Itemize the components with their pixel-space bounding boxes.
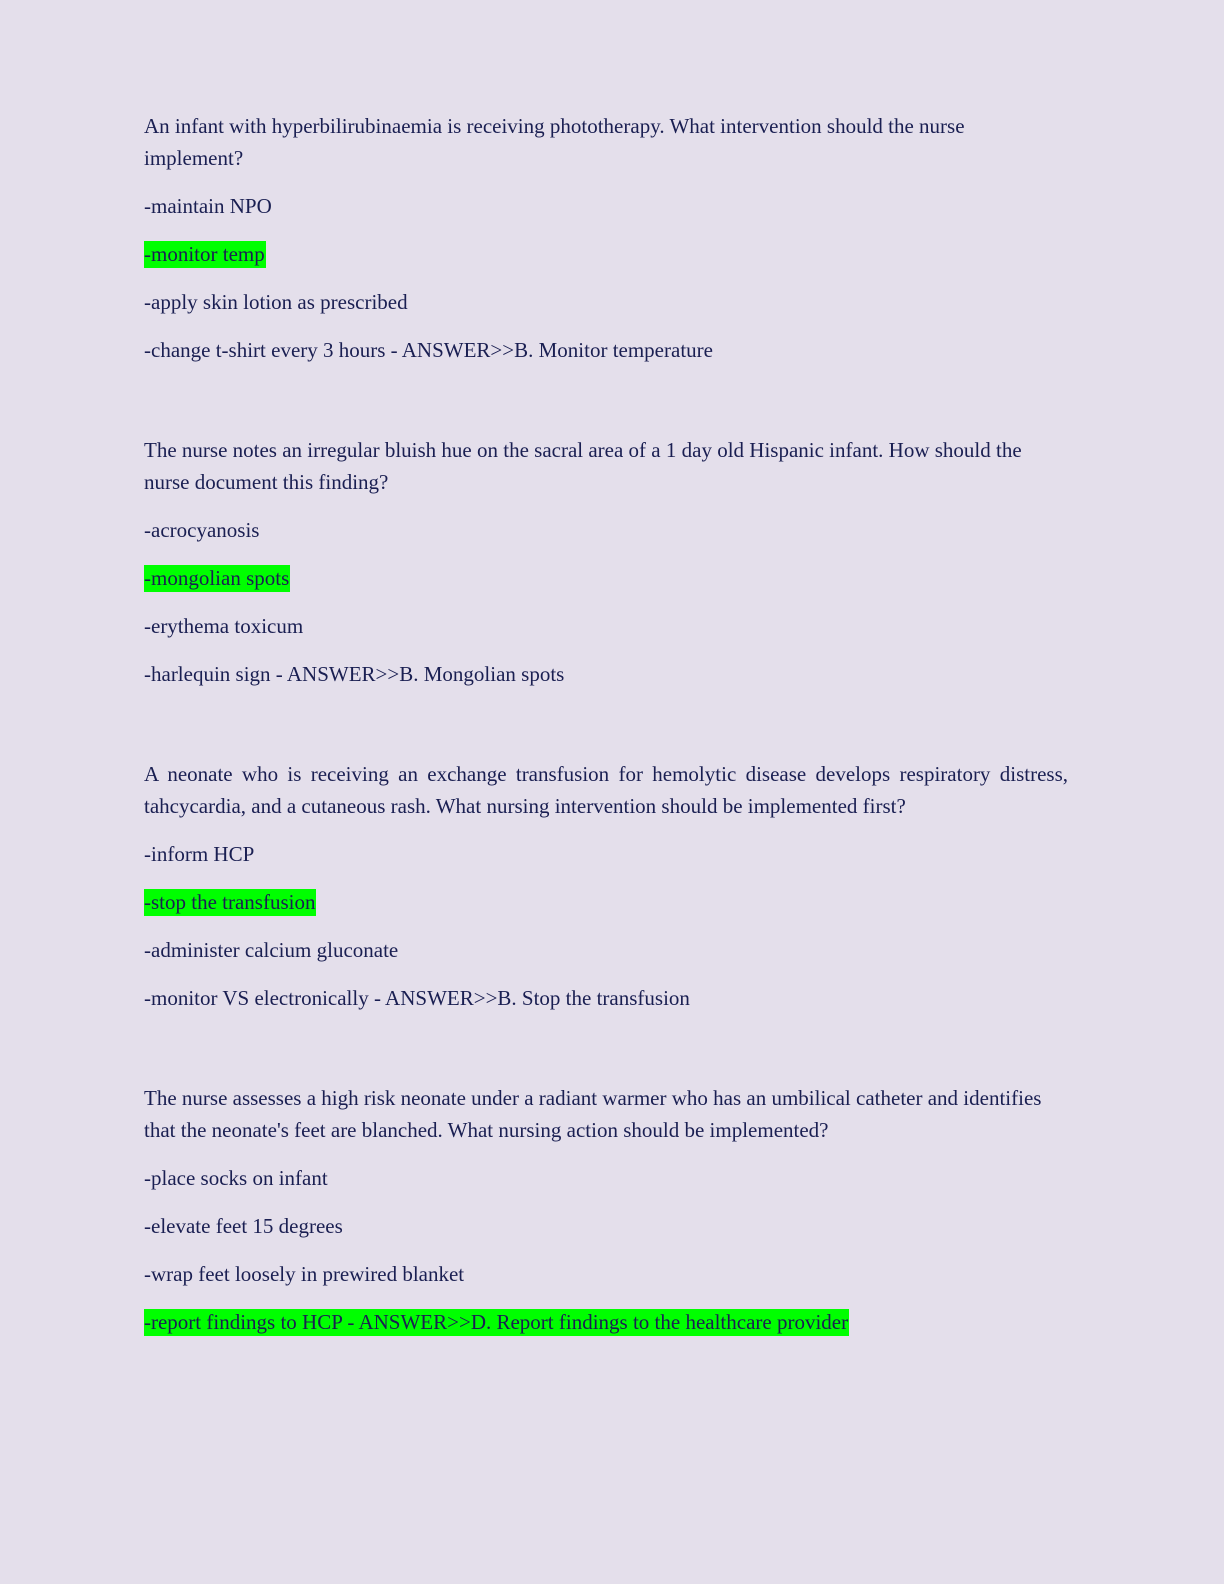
question-block-4 [144,1082,1068,1338]
option-text: -maintain NPO [144,194,272,218]
option-text: -inform HCP [144,842,255,866]
highlighted-option-text: -stop the transfusion [144,890,316,914]
option-text: -change t-shirt every 3 hours - ANSWER>>B. Monitor temperature [144,338,713,362]
answer-option-with-key [144,334,1068,366]
document-page [144,110,1068,1406]
option-text: -place socks on infant [144,1166,328,1190]
question-text: An infant with hyperbilirubinaemia is receiving phototherapy. What intervention should the nurse implement? [144,114,965,170]
question-block-3 [144,758,1068,1014]
option-text: -apply skin lotion as prescribed [144,290,408,314]
answer-option [144,1258,1068,1290]
question-block-2 [144,434,1068,690]
answer-option-highlighted [144,238,1068,270]
option-text: -monitor VS electronically - ANSWER>>B. Stop the transfusion [144,986,690,1010]
option-text: -elevate feet 15 degrees [144,1214,343,1238]
highlighted-option-text: -report findings to HCP - ANSWER>>D. Report findings to the healthcare provider [144,1310,849,1334]
question-text: The nurse assesses a high risk neonate under a radiant warmer who has an umbilical catheter and identifies that the neonate's feet are blanched. What nursing action should be implemented? [144,1086,1042,1142]
answer-option [144,514,1068,546]
answer-option [144,610,1068,642]
answer-option [144,838,1068,870]
answer-option [144,190,1068,222]
answer-option-highlighted [144,562,1068,594]
option-text: -harlequin sign - ANSWER>>B. Mongolian spots [144,662,565,686]
answer-option-with-key [144,982,1068,1014]
answer-option-highlighted [144,886,1068,918]
answer-option [144,1162,1068,1194]
highlighted-option-text: -monitor temp [144,242,265,266]
option-text: -administer calcium gluconate [144,938,399,962]
answer-option [144,286,1068,318]
answer-option [144,1210,1068,1242]
question-text: The nurse notes an irregular bluish hue on the sacral area of a 1 day old Hispanic infant. How should the nurse document this finding? [144,438,1022,494]
option-text: -wrap feet loosely in prewired blanket [144,1262,465,1286]
answer-option [144,934,1068,966]
option-text: -acrocyanosis [144,518,260,542]
highlighted-option-text: -mongolian spots [144,566,290,590]
answer-option-with-key [144,658,1068,690]
question-block-1 [144,110,1068,366]
answer-option-highlighted-with-key [144,1306,1068,1338]
option-text: -erythema toxicum [144,614,304,638]
question-text: A neonate who is receiving an exchange transfusion for hemolytic disease develops respiratory distress, tahcycardia, and a cutaneous rash. What nursing intervention should be implemented first? [144,762,1068,818]
